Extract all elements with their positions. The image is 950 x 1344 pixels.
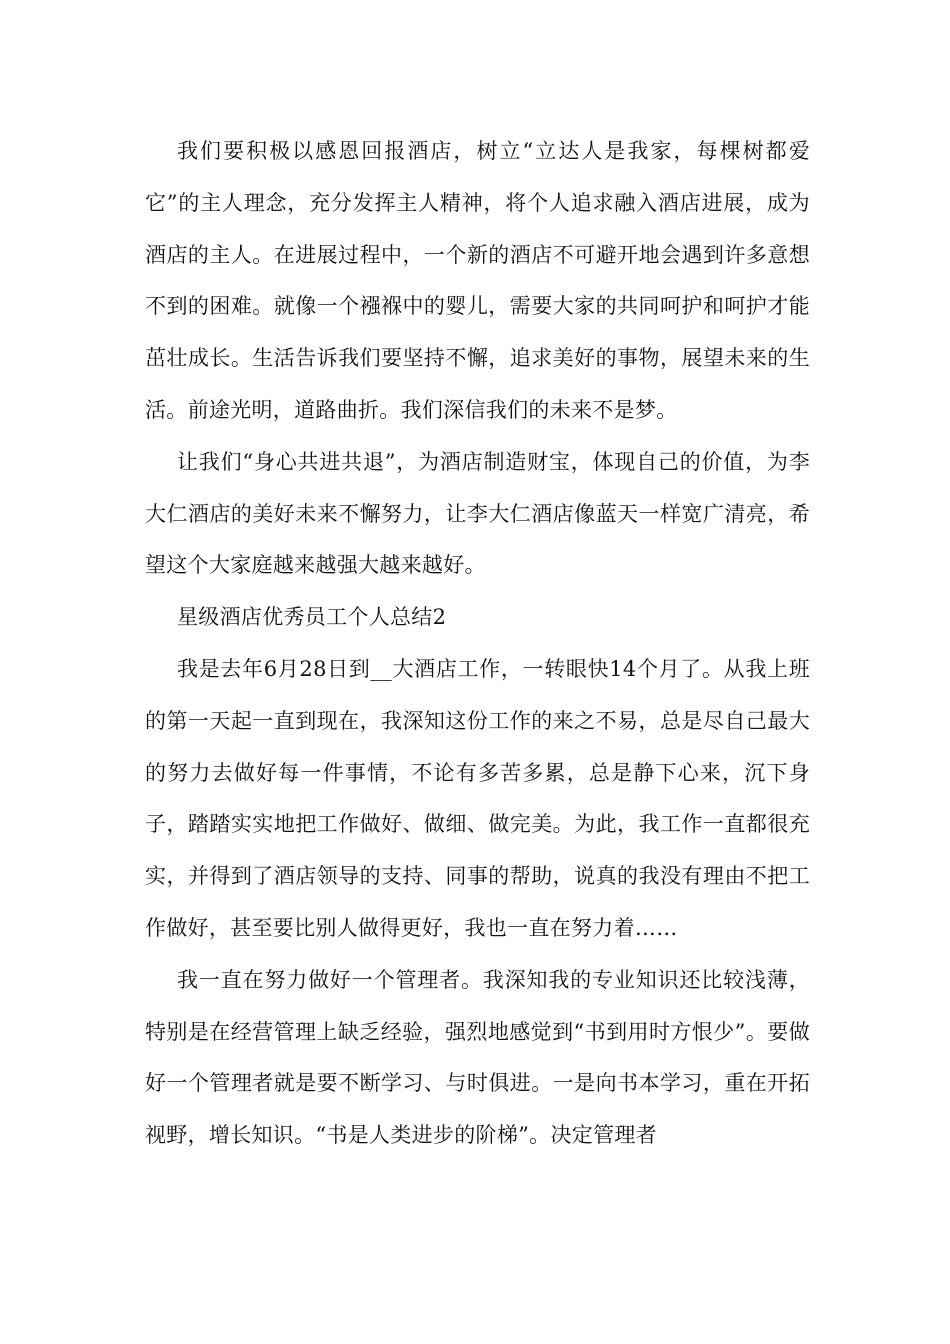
paragraph-work-history: 我是去年6月28日到__大酒店工作，一转眼快14个月了。从我上班的第一天起一直到现在，我深知这份工作的来之不易，总是尽自己最大的努力去做好每一件事情，不论有多苦多累，总是静下心来，沉下身子，踏踏实实地把工作做好、做细、做完美。为此，我工作一直都很充实，并得到了酒店领导的支持、同事的帮助，说真的我没有理由不把工作做好，甚至要比别人做得更好，我也一直在努力着……: [145, 656, 810, 940]
document-body: [145, 126, 810, 1162]
section-heading: 星级酒店优秀员工个人总结2: [177, 605, 447, 630]
paragraph-advance-together: 让我们“身心共进共退”，为酒店制造财宝，体现自己的价值，为李大仁酒店的美好未来不懈努力，让李大仁酒店像蓝天一样宽广清亮，希望这个大家庭越来越强大越来越好。: [145, 449, 810, 578]
paragraph-manager: 我一直在努力做好一个管理者。我深知我的专业知识还比较浅薄，特别是在经营管理上缺乏经验，强烈地感觉到“书到用时方恨少”。要做好一个管理者就是要不断学习、与时俱进。一是向书本学习，重在开拓视野，增长知识。“书是人类进步的阶梯”。决定管理者: [145, 967, 810, 1148]
paragraph-gratitude: 我们要积极以感恩回报酒店，树立“立达人是我家，每棵树都爱它”的主人理念，充分发挥主人精神，将个人追求融入酒店进展，成为酒店的主人。在进展过程中，一个新的酒店不可避开地会遇到许多意想不到的困难。就像一个襁褓中的婴儿，需要大家的共同呵护和呵护才能茁壮成长。生活告诉我们要坚持不懈，追求美好的事物，展望未来的生活。前途光明，道路曲折。我们深信我们的未来不是梦。: [145, 139, 810, 422]
